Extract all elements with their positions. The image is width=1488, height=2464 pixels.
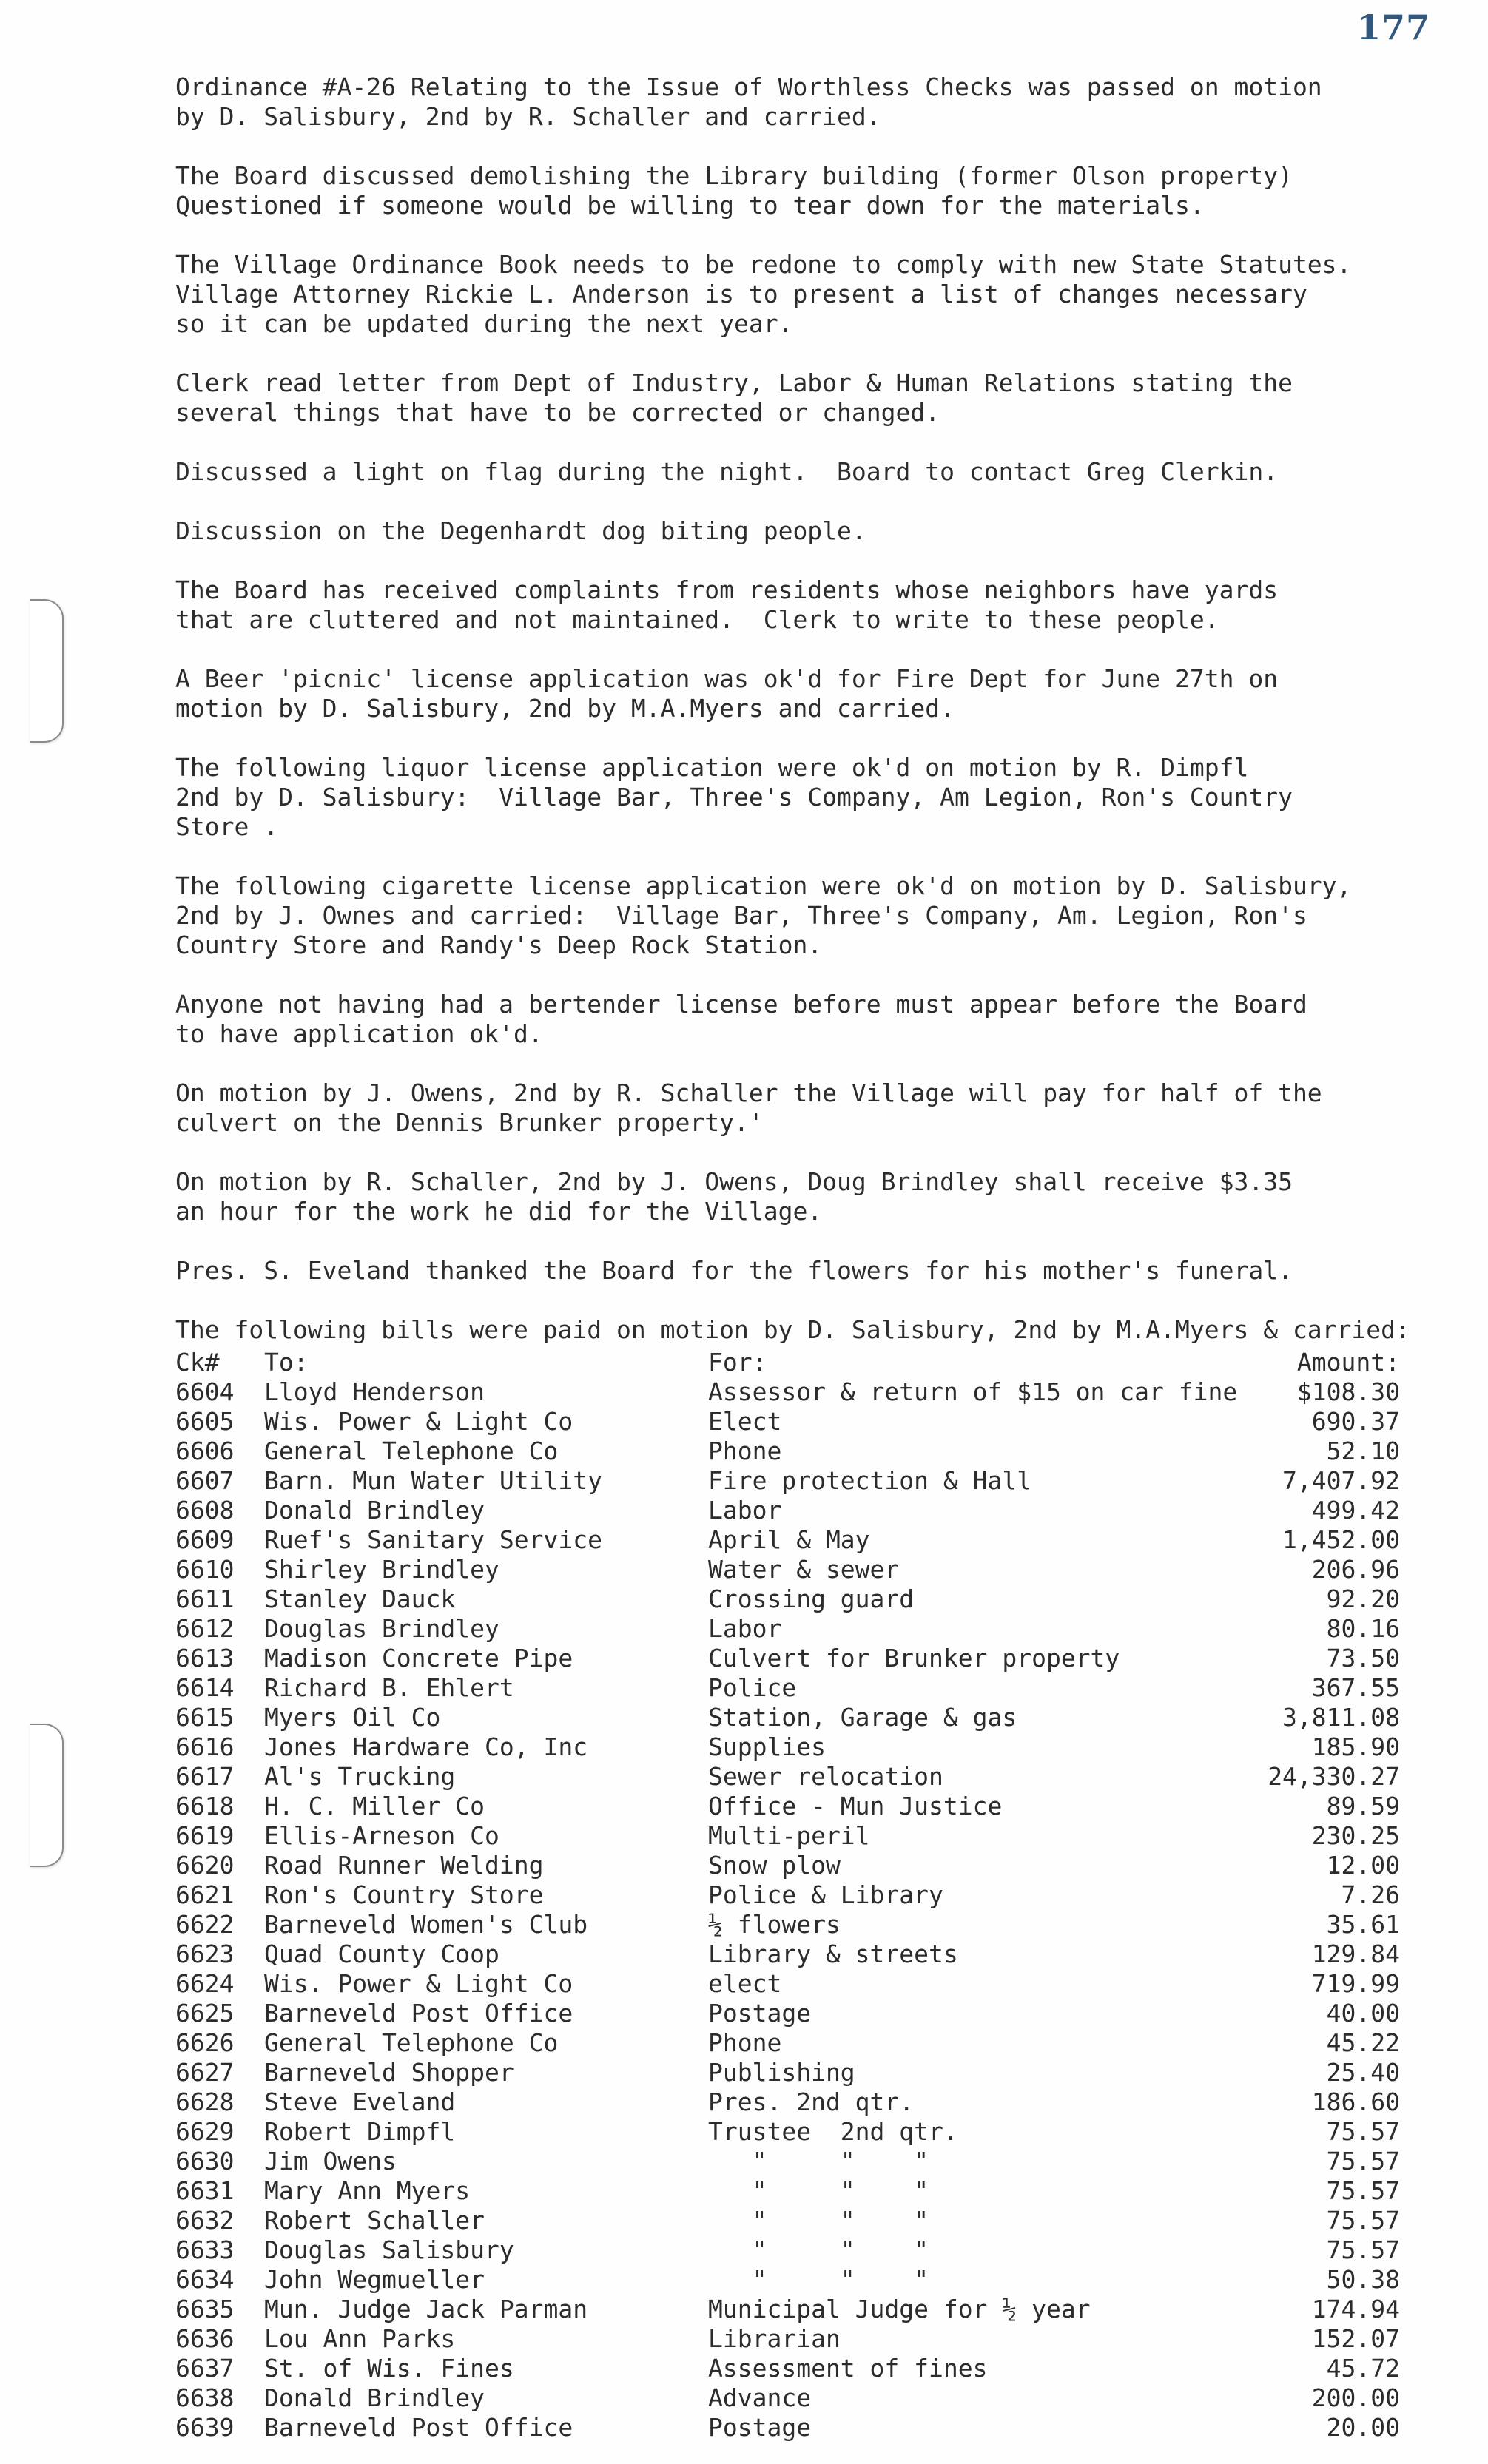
- bill-check-number: 6631: [175, 2176, 235, 2205]
- bill-amount: 40.00: [1326, 1999, 1400, 2028]
- paragraph-line: Pres. S. Eveland thanked the Board for the flowers for his mother's funeral.: [175, 1256, 1293, 1285]
- bill-amount: 3,811.08: [1282, 1703, 1400, 1732]
- paragraph-line: On motion by R. Schaller, 2nd by J. Owens, Doug Brindley shall receive $3.35: [175, 1167, 1293, 1196]
- bill-row: [175, 1732, 1433, 1762]
- bills-table: [175, 1348, 1433, 2443]
- bill-purpose: Municipal Judge for ½ year: [708, 2295, 1091, 2323]
- bill-row: [175, 1792, 1433, 1821]
- bill-payee: Al's Trucking: [264, 1762, 456, 1791]
- bill-amount: 1,452.00: [1282, 1525, 1400, 1554]
- bill-purpose: Publishing: [708, 2058, 855, 2087]
- paragraph-line: The Board has received complaints from residents whose neighbors have yards: [175, 576, 1279, 604]
- header-ck: Ck#: [175, 1348, 220, 1377]
- minutes-paragraph: [175, 1167, 1433, 1226]
- minutes-body: [175, 72, 1433, 2443]
- bill-amount: 50.38: [1326, 2265, 1400, 2294]
- bill-payee: Barneveld Post Office: [264, 1999, 573, 2028]
- bill-purpose: Postage: [708, 2413, 812, 2442]
- bill-check-number: 6611: [175, 1584, 235, 1613]
- bill-check-number: 6609: [175, 1525, 235, 1554]
- bill-check-number: 6616: [175, 1732, 235, 1761]
- bill-purpose: Labor: [708, 1614, 782, 1643]
- bill-purpose: Sewer relocation: [708, 1762, 943, 1791]
- bill-check-number: 6606: [175, 1437, 235, 1465]
- bill-amount: 206.96: [1311, 1555, 1400, 1584]
- paragraph-line: On motion by J. Owens, 2nd by R. Schaller the Village will pay for half of the: [175, 1079, 1322, 1107]
- bill-check-number: 6625: [175, 1999, 235, 2028]
- bill-check-number: 6637: [175, 2354, 235, 2383]
- bill-purpose: Supplies: [708, 1732, 826, 1761]
- bill-check-number: 6626: [175, 2028, 235, 2057]
- bill-amount: 185.90: [1311, 1732, 1400, 1761]
- paragraph-line: Store .: [175, 812, 279, 841]
- paragraph-line: Discussed a light on flag during the night. Board to contact Greg Clerkin.: [175, 457, 1279, 486]
- bill-payee: H. C. Miller Co: [264, 1792, 485, 1820]
- paragraph-line: A Beer 'picnic' license application was ok'd for Fire Dept for June 27th on: [175, 664, 1279, 693]
- minutes-paragraph: [175, 1079, 1433, 1138]
- bill-check-number: 6639: [175, 2413, 235, 2442]
- bill-amount: 89.59: [1326, 1792, 1400, 1820]
- bill-purpose: Assessor & return of $15 on car fine: [708, 1377, 1238, 1406]
- bill-row: [175, 2354, 1433, 2383]
- bill-purpose: Elect: [708, 1407, 782, 1436]
- bill-amount: 75.57: [1326, 2206, 1400, 2235]
- bill-row: [175, 1644, 1433, 1673]
- bill-payee: Quad County Coop: [264, 1940, 499, 1968]
- bill-check-number: 6612: [175, 1614, 235, 1643]
- bill-check-number: 6634: [175, 2265, 235, 2294]
- bill-purpose: Trustee 2nd qtr.: [708, 2117, 958, 2146]
- bill-row: [175, 1851, 1433, 1880]
- bill-amount: 367.55: [1311, 1673, 1400, 1702]
- bill-check-number: 6630: [175, 2147, 235, 2176]
- paragraph-line: The Board discussed demolishing the Library building (former Olson property): [175, 161, 1293, 190]
- paragraph-line: an hour for the work he did for the Village.: [175, 1197, 823, 1226]
- bill-row: [175, 1584, 1433, 1614]
- bill-payee: Donald Brindley: [264, 1496, 485, 1525]
- bill-amount: 20.00: [1326, 2413, 1400, 2442]
- bill-payee: Jim Owens: [264, 2147, 397, 2176]
- bill-row: [175, 2117, 1433, 2147]
- bill-payee: Ellis-Arneson Co: [264, 1821, 499, 1850]
- bill-check-number: 6638: [175, 2383, 235, 2412]
- bill-amount: 75.57: [1326, 2176, 1400, 2205]
- bill-row: [175, 2235, 1433, 2265]
- bill-amount: 719.99: [1311, 1969, 1400, 1998]
- bill-row: [175, 1377, 1433, 1407]
- bill-payee: Wis. Power & Light Co: [264, 1969, 573, 1998]
- paragraph-line: The following liquor license application were ok'd on motion by R. Dimpfl: [175, 753, 1249, 782]
- bill-check-number: 6620: [175, 1851, 235, 1880]
- paragraph-line: Country Store and Randy's Deep Rock Station.: [175, 931, 823, 959]
- bill-check-number: 6635: [175, 2295, 235, 2323]
- bill-row: [175, 1555, 1433, 1584]
- bill-row: [175, 2058, 1433, 2087]
- paragraph-line: Ordinance #A-26 Relating to the Issue of Worthless Checks was passed on motion: [175, 72, 1322, 101]
- bill-payee: Barneveld Post Office: [264, 2413, 573, 2442]
- bill-purpose: " " ": [708, 2265, 929, 2294]
- minutes-paragraph: [175, 753, 1433, 842]
- bill-row: [175, 1880, 1433, 1910]
- bill-purpose: " " ": [708, 2235, 929, 2264]
- bill-amount: 73.50: [1326, 1644, 1400, 1673]
- bill-purpose: Police & Library: [708, 1880, 943, 1909]
- bill-amount: 24,330.27: [1268, 1762, 1400, 1791]
- bill-payee: Douglas Brindley: [264, 1614, 499, 1643]
- bill-row: [175, 2176, 1433, 2206]
- bill-amount: 45.22: [1326, 2028, 1400, 2057]
- bill-purpose: " " ": [708, 2206, 929, 2235]
- paragraph-line: The Village Ordinance Book needs to be redone to comply with new State Statutes.: [175, 250, 1352, 279]
- minutes-paragraph: [175, 1315, 1433, 1345]
- bill-check-number: 6614: [175, 1673, 235, 1702]
- bill-purpose: Labor: [708, 1496, 782, 1525]
- bill-amount: 174.94: [1311, 2295, 1400, 2323]
- bill-row: [175, 1673, 1433, 1703]
- binder-hole-top: [30, 599, 64, 743]
- bill-purpose: ½ flowers: [708, 1910, 841, 1939]
- bill-row: [175, 1969, 1433, 1999]
- bill-check-number: 6618: [175, 1792, 235, 1820]
- minutes-paragraph: [175, 871, 1433, 960]
- bill-amount: 499.42: [1311, 1496, 1400, 1525]
- bill-purpose: Phone: [708, 2028, 782, 2057]
- minutes-paragraph: [175, 72, 1433, 132]
- bill-purpose: Water & sewer: [708, 1555, 900, 1584]
- bill-payee: Barneveld Shopper: [264, 2058, 514, 2087]
- bill-check-number: 6608: [175, 1496, 235, 1525]
- bill-check-number: 6636: [175, 2324, 235, 2353]
- bill-check-number: 6607: [175, 1466, 235, 1495]
- bill-purpose: Librarian: [708, 2324, 841, 2353]
- bill-row: [175, 2087, 1433, 2117]
- bill-row: [175, 2265, 1433, 2295]
- bill-row: [175, 2028, 1433, 2058]
- bill-check-number: 6605: [175, 1407, 235, 1436]
- bill-amount: 690.37: [1311, 1407, 1400, 1436]
- minutes-paragraph: [175, 576, 1433, 635]
- bills-header-row: [175, 1348, 1433, 1377]
- bill-check-number: 6613: [175, 1644, 235, 1673]
- bill-check-number: 6622: [175, 1910, 235, 1939]
- bill-purpose: " " ": [708, 2147, 929, 2176]
- bill-payee: Mun. Judge Jack Parman: [264, 2295, 588, 2323]
- bill-check-number: 6615: [175, 1703, 235, 1732]
- bill-check-number: 6624: [175, 1969, 235, 1998]
- minutes-paragraph: [175, 664, 1433, 723]
- paragraph-line: 2nd by J. Ownes and carried: Village Bar, Three's Company, Am. Legion, Ron's: [175, 901, 1307, 930]
- bill-check-number: 6629: [175, 2117, 235, 2146]
- bill-purpose: Multi-peril: [708, 1821, 870, 1850]
- bill-check-number: 6621: [175, 1880, 235, 1909]
- bill-row: [175, 2206, 1433, 2235]
- paragraph-line: culvert on the Dennis Brunker property.': [175, 1108, 764, 1137]
- bill-amount: 7.26: [1341, 1880, 1400, 1909]
- bill-row: [175, 2413, 1433, 2443]
- bill-purpose: Station, Garage & gas: [708, 1703, 1017, 1732]
- bill-amount: 12.00: [1326, 1851, 1400, 1880]
- paragraph-line: several things that have to be corrected or changed.: [175, 398, 940, 427]
- bill-payee: Barneveld Women's Club: [264, 1910, 588, 1939]
- bill-payee: Donald Brindley: [264, 2383, 485, 2412]
- bill-amount: 80.16: [1326, 1614, 1400, 1643]
- bill-row: [175, 1821, 1433, 1851]
- minutes-paragraphs: [175, 72, 1433, 1345]
- paragraph-line: Questioned if someone would be willing to tear down for the materials.: [175, 191, 1205, 220]
- bill-purpose: Snow plow: [708, 1851, 841, 1880]
- bill-amount: 129.84: [1311, 1940, 1400, 1968]
- bill-row: [175, 2324, 1433, 2354]
- bill-amount: 230.25: [1311, 1821, 1400, 1850]
- bill-payee: Madison Concrete Pipe: [264, 1644, 573, 1673]
- paragraph-line: that are cluttered and not maintained. Clerk to write to these people.: [175, 605, 1219, 634]
- bill-row: [175, 1496, 1433, 1525]
- bill-row: [175, 1703, 1433, 1732]
- bill-amount: 92.20: [1326, 1584, 1400, 1613]
- bill-purpose: Crossing guard: [708, 1584, 915, 1613]
- bill-payee: Shirley Brindley: [264, 1555, 499, 1584]
- bill-payee: Robert Dimpfl: [264, 2117, 456, 2146]
- bill-row: [175, 1910, 1433, 1940]
- bill-payee: Myers Oil Co: [264, 1703, 441, 1732]
- bill-row: [175, 2295, 1433, 2324]
- bill-row: [175, 1940, 1433, 1969]
- paragraph-line: Clerk read letter from Dept of Industry, Labor & Human Relations stating the: [175, 368, 1293, 397]
- bill-amount: 75.57: [1326, 2117, 1400, 2146]
- bill-row: [175, 1525, 1433, 1555]
- bill-check-number: 6623: [175, 1940, 235, 1968]
- bill-purpose: elect: [708, 1969, 782, 1998]
- binder-hole-bottom: [30, 1724, 64, 1867]
- minutes-paragraph: [175, 250, 1433, 339]
- bill-amount: 75.57: [1326, 2235, 1400, 2264]
- bill-amount: 186.60: [1311, 2087, 1400, 2116]
- paragraph-line: The following bills were paid on motion by D. Salisbury, 2nd by M.A.Myers & carried:: [175, 1315, 1410, 1344]
- bill-check-number: 6632: [175, 2206, 235, 2235]
- bill-payee: Jones Hardware Co, Inc: [264, 1732, 588, 1761]
- bill-row: [175, 1466, 1433, 1496]
- bill-payee: General Telephone Co: [264, 1437, 559, 1465]
- bill-row: [175, 1762, 1433, 1792]
- bill-check-number: 6604: [175, 1377, 235, 1406]
- bill-check-number: 6628: [175, 2087, 235, 2116]
- bill-amount: 75.57: [1326, 2147, 1400, 2176]
- minutes-paragraph: [175, 1256, 1433, 1286]
- bills-rows: [175, 1377, 1433, 2443]
- bill-row: [175, 1999, 1433, 2028]
- bill-purpose: Advance: [708, 2383, 812, 2412]
- bill-payee: Ruef's Sanitary Service: [264, 1525, 602, 1554]
- paragraph-line: by D. Salisbury, 2nd by R. Schaller and carried.: [175, 102, 881, 131]
- bill-amount: $108.30: [1296, 1377, 1400, 1406]
- paragraph-line: Village Attorney Rickie L. Anderson is to present a list of changes necessary: [175, 280, 1307, 308]
- minutes-paragraph: [175, 368, 1433, 428]
- bill-purpose: Culvert for Brunker property: [708, 1644, 1120, 1673]
- bill-purpose: Office - Mun Justice: [708, 1792, 1003, 1820]
- bill-amount: 52.10: [1326, 1437, 1400, 1465]
- bill-row: [175, 2383, 1433, 2413]
- bill-payee: Ron's Country Store: [264, 1880, 544, 1909]
- bill-purpose: Library & streets: [708, 1940, 958, 1968]
- bill-purpose: Fire protection & Hall: [708, 1466, 1032, 1495]
- bill-purpose: Phone: [708, 1437, 782, 1465]
- bill-payee: Douglas Salisbury: [264, 2235, 514, 2264]
- bill-purpose: Assessment of fines: [708, 2354, 988, 2383]
- bill-payee: Wis. Power & Light Co: [264, 1407, 573, 1436]
- bill-check-number: 6627: [175, 2058, 235, 2087]
- bill-check-number: 6633: [175, 2235, 235, 2264]
- bill-amount: 45.72: [1326, 2354, 1400, 2383]
- bill-payee: Steve Eveland: [264, 2087, 456, 2116]
- bill-payee: John Wegmueller: [264, 2265, 485, 2294]
- bill-payee: Stanley Dauck: [264, 1584, 456, 1613]
- bill-payee: Road Runner Welding: [264, 1851, 544, 1880]
- bill-purpose: April & May: [708, 1525, 870, 1554]
- minutes-paragraph: [175, 516, 1433, 546]
- minutes-paragraph: [175, 457, 1433, 487]
- bill-row: [175, 1407, 1433, 1437]
- header-to: To:: [264, 1348, 309, 1377]
- paragraph-line: so it can be updated during the next year.: [175, 309, 793, 338]
- bill-row: [175, 1437, 1433, 1466]
- bill-payee: Richard B. Ehlert: [264, 1673, 514, 1702]
- bill-payee: Lou Ann Parks: [264, 2324, 456, 2353]
- bill-payee: Lloyd Henderson: [264, 1377, 485, 1406]
- bill-amount: 152.07: [1311, 2324, 1400, 2353]
- page-number: 177: [1356, 7, 1430, 47]
- paragraph-line: Discussion on the Degenhardt dog biting people.: [175, 516, 866, 545]
- paragraph-line: The following cigarette license application were ok'd on motion by D. Salisbury,: [175, 871, 1352, 900]
- bill-payee: Barn. Mun Water Utility: [264, 1466, 602, 1495]
- bill-check-number: 6617: [175, 1762, 235, 1791]
- minutes-paragraph: [175, 990, 1433, 1049]
- bill-amount: 25.40: [1326, 2058, 1400, 2087]
- bill-payee: St. of Wis. Fines: [264, 2354, 514, 2383]
- bill-amount: 7,407.92: [1282, 1466, 1400, 1495]
- bill-payee: Mary Ann Myers: [264, 2176, 471, 2205]
- bill-purpose: Pres. 2nd qtr.: [708, 2087, 915, 2116]
- bill-amount: 200.00: [1311, 2383, 1400, 2412]
- bill-row: [175, 1614, 1433, 1644]
- bill-purpose: Postage: [708, 1999, 812, 2028]
- bill-payee: Robert Schaller: [264, 2206, 485, 2235]
- bill-check-number: 6610: [175, 1555, 235, 1584]
- bill-purpose: " " ": [708, 2176, 929, 2205]
- bill-payee: General Telephone Co: [264, 2028, 559, 2057]
- paragraph-line: motion by D. Salisbury, 2nd by M.A.Myers and carried.: [175, 694, 955, 723]
- bill-amount: 35.61: [1326, 1910, 1400, 1939]
- bill-check-number: 6619: [175, 1821, 235, 1850]
- paragraph-line: Anyone not having had a bertender license before must appear before the Board: [175, 990, 1307, 1019]
- bill-purpose: Police: [708, 1673, 797, 1702]
- minutes-paragraph: [175, 161, 1433, 220]
- header-for: For:: [708, 1348, 767, 1377]
- paragraph-line: 2nd by D. Salisbury: Village Bar, Three's Company, Am Legion, Ron's Country: [175, 783, 1293, 811]
- paragraph-line: to have application ok'd.: [175, 1019, 543, 1048]
- bill-row: [175, 2147, 1433, 2176]
- header-amount: Amount:: [1296, 1348, 1400, 1377]
